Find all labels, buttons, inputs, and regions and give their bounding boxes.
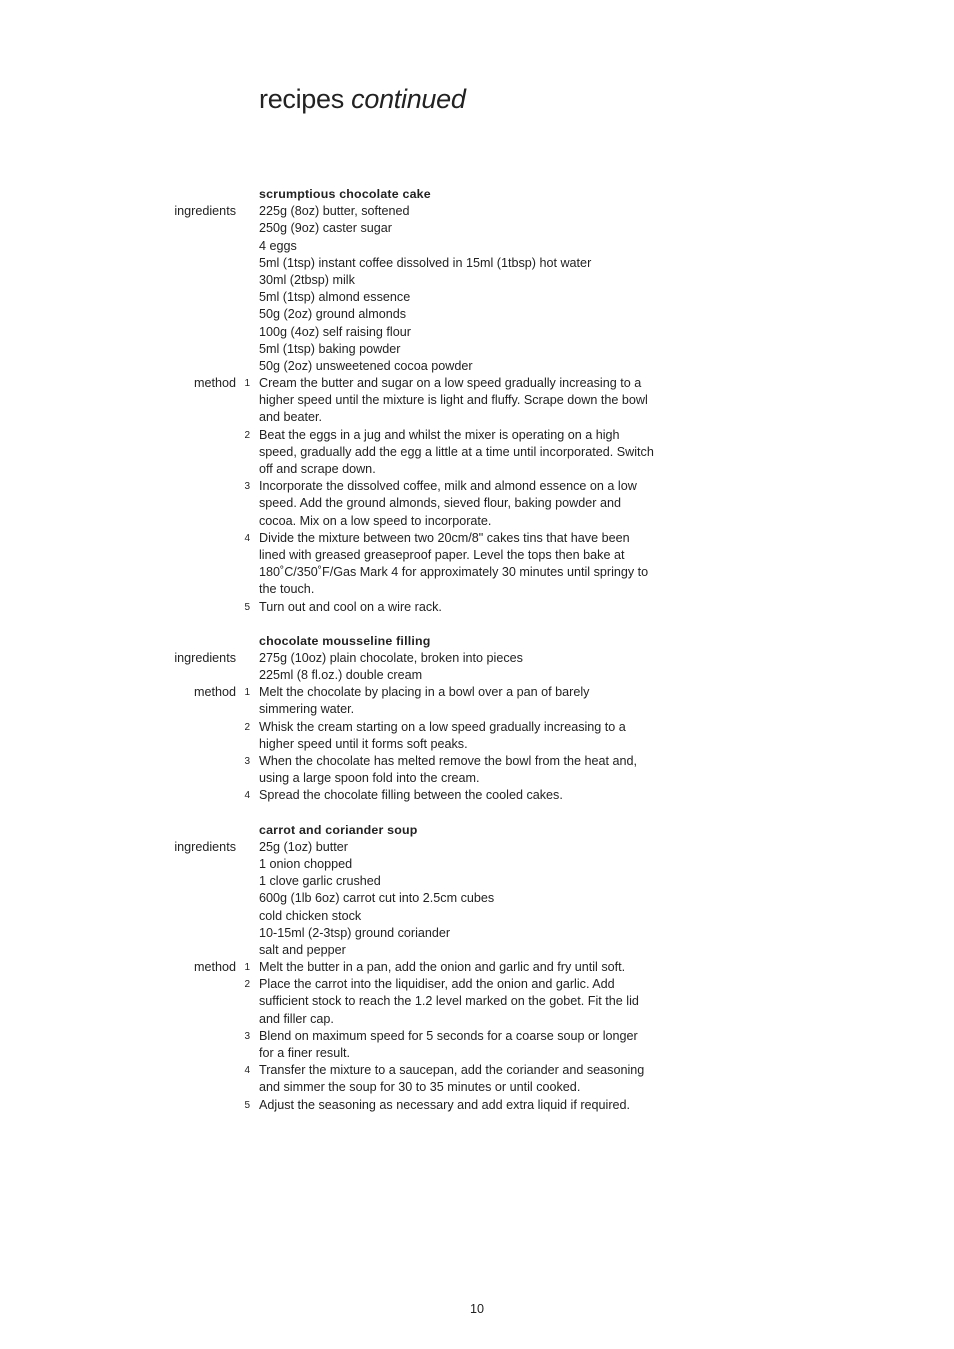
step-text: Divide the mixture between two 20cm/8" cakes tins that have been	[259, 530, 630, 545]
ingredient-row	[0, 890, 954, 907]
step-number: 5	[244, 601, 250, 613]
method-step-row	[0, 513, 954, 530]
step-text: 180˚C/350˚F/Gas Mark 4 for approximately 30 minutes until springy to	[259, 565, 649, 580]
step-text: Adjust the seasoning as necessary and add extra liquid if required.	[259, 1097, 631, 1112]
ingredients-label: ingredients	[174, 839, 236, 854]
recipe-title-row	[0, 633, 954, 650]
ingredient-item: 10-15ml (2-3tsp) ground coriander	[259, 925, 451, 940]
step-number: 1	[244, 962, 250, 974]
step-text: and filler cap.	[259, 1011, 334, 1026]
recipe	[0, 633, 954, 805]
method-step-row	[0, 409, 954, 426]
step-text: the touch.	[259, 582, 315, 597]
method-step-row	[0, 547, 954, 564]
step-text: higher speed until it forms soft peaks.	[259, 736, 468, 751]
step-number: 2	[244, 429, 250, 441]
step-number: 3	[244, 756, 250, 767]
method-step-row	[0, 564, 954, 581]
ingredient-row	[0, 358, 954, 375]
step-text: off and scrape down.	[259, 462, 376, 476]
ingredient-item: 5ml (1tsp) baking powder	[259, 341, 401, 356]
step-text: and simmer the soup for 30 to 35 minutes or until cooked.	[259, 1080, 581, 1095]
ingredient-item: 50g (2oz) ground almonds	[259, 307, 407, 322]
method-step-row	[0, 770, 954, 787]
step-text: cocoa. Mix on a low speed to incorporate.	[259, 513, 492, 528]
method-step-row	[0, 392, 954, 409]
recipe	[0, 186, 954, 616]
recipe-title: carrot and coriander soup	[259, 822, 418, 837]
method-step-row	[0, 736, 954, 753]
ingredient-item: 4 eggs	[259, 238, 297, 253]
ingredient-item: 600g (1lb 6oz) carrot cut into 2.5cm cubes	[259, 891, 495, 906]
recipe-list	[0, 186, 954, 1131]
method-step-row	[0, 478, 954, 495]
step-number: 4	[244, 532, 250, 544]
ingredient-item: 1 onion chopped	[259, 856, 353, 871]
ingredient-row	[0, 324, 954, 341]
step-text: and beater.	[259, 410, 323, 425]
ingredient-row	[0, 942, 954, 959]
step-text: sufficient stock to reach the 1.2 level marked on the gobet. Fit the lid	[259, 994, 639, 1009]
method-step-row	[0, 753, 954, 770]
method-step-row	[0, 684, 954, 701]
method-step-row	[0, 1011, 954, 1028]
method-label: method	[193, 376, 236, 391]
step-text: Incorporate the dissolved coffee, milk and almond essence on a low	[259, 479, 637, 494]
step-text: Spread the chocolate filling between the cooled cakes.	[259, 788, 563, 803]
page-title-text: recipes	[259, 84, 344, 114]
step-text: higher speed until the mixture is light and fluffy. Scrape down the bowl	[259, 393, 648, 408]
ingredient-item: 5ml (1tsp) instant coffee dissolved in 15ml (1tbsp) hot water	[259, 255, 592, 270]
page-title-italic: continued	[351, 84, 466, 114]
step-text: speed. Add the ground almonds, sieved flour, baking powder and	[259, 496, 621, 511]
step-text: Turn out and cool on a wire rack.	[259, 599, 442, 614]
method-step-row	[0, 461, 954, 478]
method-step-row	[0, 375, 954, 392]
ingredient-item: 225g (8oz) butter, softened	[259, 204, 410, 219]
step-text: Transfer the mixture to a saucepan, add the coriander and seasoning	[259, 1063, 645, 1078]
step-number: 2	[244, 979, 250, 991]
method-step-row	[0, 599, 954, 616]
method-step-row	[0, 787, 954, 804]
recipe-title: chocolate mousseline filling	[259, 633, 431, 648]
step-number: 4	[244, 1065, 250, 1077]
step-number: 2	[244, 721, 250, 733]
method-step-row	[0, 1045, 954, 1062]
step-number: 4	[244, 790, 250, 802]
method-step-row	[0, 530, 954, 547]
step-text: Melt the butter in a pan, add the onion and garlic and fry until soft.	[259, 960, 626, 975]
step-text: for a finer result.	[259, 1046, 350, 1060]
ingredient-row	[0, 255, 954, 272]
recipe-title: scrumptious chocolate cake	[259, 187, 431, 201]
step-number: 1	[244, 378, 250, 390]
step-text: Whisk the cream starting on a low speed gradually increasing to a	[259, 719, 626, 734]
method-step-row	[0, 976, 954, 993]
step-text: Blend on maximum speed for 5 seconds for a coarse soup or longer	[259, 1028, 638, 1043]
step-number: 3	[244, 481, 250, 493]
page-title	[259, 84, 466, 115]
method-step-row	[0, 959, 954, 976]
page-number: 10	[469, 1302, 484, 1316]
step-text: using a large spoon fold into the cream.	[259, 771, 480, 786]
method-step-row	[0, 993, 954, 1010]
step-text: simmering water.	[259, 702, 355, 717]
method-step-row	[0, 1097, 954, 1114]
ingredient-item: 275g (10oz) plain chocolate, broken into pieces	[259, 650, 523, 665]
method-step-row	[0, 1028, 954, 1045]
ingredient-item: 50g (2oz) unsweetened cocoa powder	[259, 358, 473, 373]
recipe	[0, 822, 954, 1114]
ingredient-item: 5ml (1tsp) almond essence	[259, 290, 411, 305]
step-text: lined with greased greaseproof paper. Level the tops then bake at	[259, 547, 625, 562]
ingredient-row	[0, 873, 954, 890]
method-step-row	[0, 719, 954, 736]
ingredient-item: 100g (4oz) self raising flour	[259, 324, 411, 339]
ingredient-item: 250g (9oz) caster sugar	[259, 221, 393, 236]
ingredients-label: ingredients	[174, 650, 236, 665]
ingredient-item: 225ml (8 fl.oz.) double cream	[259, 668, 423, 683]
method-step-row	[0, 444, 954, 461]
method-label: method	[193, 685, 236, 700]
step-text: Melt the chocolate by placing in a bowl over a pan of barely	[259, 685, 590, 700]
ingredient-row	[0, 238, 954, 255]
ingredient-row	[0, 306, 954, 323]
ingredient-row	[0, 908, 954, 925]
ingredient-row	[0, 667, 954, 684]
recipe-title-row	[0, 822, 954, 839]
ingredient-row	[0, 856, 954, 873]
ingredient-item: 30ml (2tbsp) milk	[259, 272, 355, 287]
ingredient-row	[0, 272, 954, 289]
ingredient-row	[0, 839, 954, 856]
method-step-row	[0, 1062, 954, 1079]
ingredient-row	[0, 341, 954, 358]
ingredient-row	[0, 220, 954, 237]
ingredients-label: ingredients	[174, 204, 236, 219]
method-step-row	[0, 581, 954, 598]
step-text: speed, gradually add the egg a little at a time until incorporated. Switch	[259, 444, 654, 459]
step-number: 1	[244, 687, 250, 699]
ingredient-row	[0, 203, 954, 220]
step-text: When the chocolate has melted remove the bowl from the heat and,	[259, 754, 638, 768]
ingredient-item: 1 clove garlic crushed	[259, 874, 381, 889]
step-text: Place the carrot into the liquidiser, add the onion and garlic. Add	[259, 977, 615, 992]
method-step-row	[0, 495, 954, 512]
step-text: Beat the eggs in a jug and whilst the mixer is operating on a high	[259, 427, 620, 442]
step-number: 3	[244, 1030, 250, 1042]
recipe-title-row	[0, 186, 954, 203]
method-step-row	[0, 427, 954, 444]
step-text: Cream the butter and sugar on a low speed gradually increasing to a	[259, 376, 642, 391]
ingredient-row	[0, 650, 954, 667]
ingredient-item: salt and pepper	[259, 942, 346, 957]
method-step-row	[0, 1079, 954, 1096]
step-number: 5	[244, 1099, 250, 1111]
method-step-row	[0, 701, 954, 718]
ingredient-item: 25g (1oz) butter	[259, 839, 348, 854]
method-label: method	[193, 960, 236, 975]
ingredient-row	[0, 289, 954, 306]
ingredient-item: cold chicken stock	[259, 908, 362, 923]
ingredient-row	[0, 925, 954, 942]
